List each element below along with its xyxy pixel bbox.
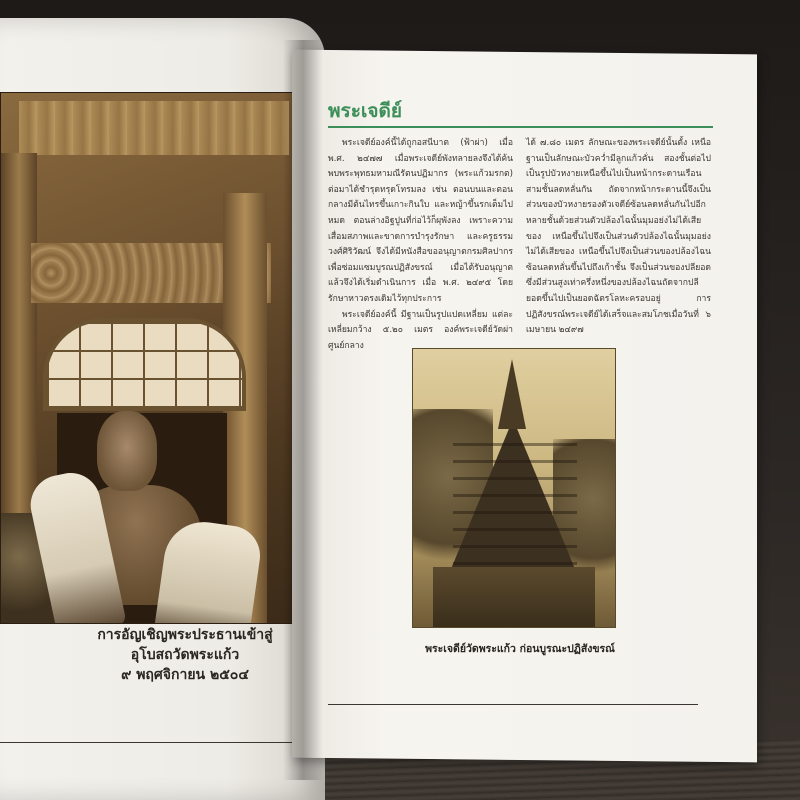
chedi-rings bbox=[453, 429, 577, 569]
paragraph: พระเจดีย์องค์นี้ มีฐานเป็นรูปแปดเหลี่ยม แต่ละเหลี่ยมกว้าง ๕.๒๐ เมตร องค์พระเจดีย์วัดผ่าศูนย์กลาง bbox=[328, 309, 513, 351]
chedi-base bbox=[433, 567, 595, 627]
right-page-rule bbox=[328, 704, 698, 705]
left-photo-caption bbox=[60, 625, 310, 685]
left-page-rule bbox=[0, 742, 312, 743]
paragraph: ได้ ๗.๘๐ เมตร ลักษณะของพระเจดีย์นั้นตั้ง เหนือฐานเป็นลักษณะบัวคว่ำมีลูกแก้วคั่น สองชั้นต่อไปเป็นรูปบัวหงายเหนือขึ้นไปเป็นหน้ากระดานเรือนสามชั้นลดหลั่นกัน ถัดจากหน้ากระดานนี้จึงเป็นส่วนของบัวหงายรองตัวเจดีย์ซ้อนลดหลั่นกันไปอีกหลายชั้นด้วยส่วนตัวปล้องไฉนั้นมุมอย่งไม่ได้เสียของ เหนือขึ้นไปจึงเป็นส่วนตัวปล้องไฉนั้นมุมอย่งไม่ได้เสียของ เหนือขึ้นไปจึงเป็นส่วนของปล้องไฉนซ้อนลดหลั่นขึ้นไปถึงเก้าชั้น จึงเป็นส่วนของปลียอด ซึ่งมีส่วนสูงเท่าครึ่งหนึ่งของปล้องไฉนถัดจากปลียอดขึ้นไปเป็นยอดฉัตรโลหะครอบอยู่ การปฏิสังขรณ์พระเจดีย์ได้เสร็จและสมโภชเมื่อวันที่ ๖ เมษายน ๒๔๙๗ bbox=[526, 138, 711, 336]
chedi-photo-caption: พระเจดีย์วัดพระแก้ว ก่อนบูรณะปฏิสังขรณ์ bbox=[425, 643, 615, 655]
chedi-spire bbox=[498, 359, 526, 429]
caption-line: ๙ พฤศจิกายน ๒๕๐๔ bbox=[121, 667, 249, 683]
temple-window bbox=[43, 318, 246, 411]
text-column-left bbox=[328, 136, 513, 354]
buddha-statue-head bbox=[97, 411, 157, 491]
right-page-content bbox=[292, 52, 757, 760]
caption-line: การอัญเชิญพระประธานเข้าสู่ bbox=[97, 627, 273, 643]
heading-rule bbox=[328, 126, 713, 128]
caption-line: อุโบสถวัดพระแก้ว bbox=[130, 647, 240, 663]
paragraph: พระเจดีย์องค์นี้ได้ถูกอสนีบาต (ฟ้าผ่า) เมื่อ พ.ศ. ๒๔๗๗ เมื่อพระเจดีย์พังทลายลงจึงได้ค้นพบพระพุทธมหามณีรัตนปฏิมากร (พระแก้วมรกต) ต่อมาได้ชำรุดทรุดโทรมลง เช่น ตอนบนและตอนกลางมีต้นไทรขึ้นเกาะกินใบ และหญ้าขึ้นรกเต็มไปหมด ตอนล่างอิฐปูนที่ก่อไว้ก็ผุพังลง เพราะความเสื่อมสภาพและขาดการบำรุงรักษา และครูธรรมวงศ์ศิริวัฒน์ จึงได้มีหนังสือขออนุญาตกรมศิลปากร เพื่อซ่อมแซมบูรณปฏิสังขรณ์ เมื่อได้รับอนุญาตแล้วจึงได้เริ่มดำเนินการ เมื่อ พ.ศ. ๒๔๙๕ โดยรักษาหาวตรงเดิมไว้ทุกประการ bbox=[328, 138, 513, 304]
section-heading: พระเจดีย์ bbox=[328, 100, 403, 122]
text-column-right bbox=[526, 136, 711, 339]
chedi-photo bbox=[412, 348, 616, 628]
temple-frieze bbox=[19, 101, 289, 155]
buddha-statue-photo bbox=[0, 92, 314, 624]
